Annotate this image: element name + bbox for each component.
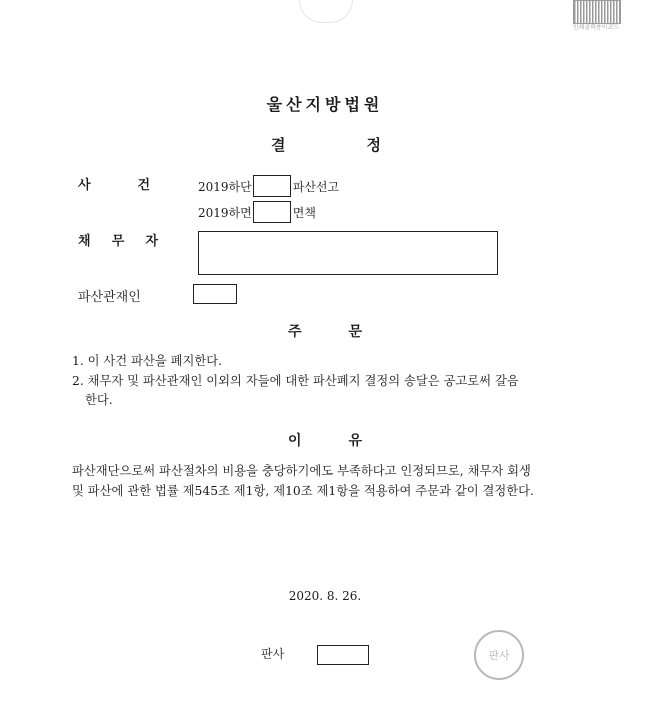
reason-text-line: 파산재단으로써 파산절차의 비용을 충당하기에도 부족하다고 인정되므로, 채무자 회생 (72, 464, 531, 478)
case-title: 파산선고 (292, 179, 340, 194)
qr-code-caption: 인쇄출력용이코드 (572, 24, 620, 31)
reason-heading-char: 유 (348, 433, 362, 449)
judge-seal-stamp (474, 630, 524, 680)
case-label (78, 174, 150, 193)
document-type-char: 결 (271, 136, 286, 154)
redacted-judge-name (317, 645, 369, 665)
document-type-char: 정 (366, 136, 381, 154)
redacted-trustee-name (193, 284, 237, 304)
order-heading-char: 주 (288, 324, 302, 340)
qr-code (573, 0, 621, 24)
debtor-label-char: 무 (111, 234, 125, 249)
order-heading (288, 321, 362, 341)
redacted-case-number (253, 175, 291, 197)
case-number-prefix: 2019하면 (198, 205, 252, 220)
case-label-char: 건 (137, 178, 150, 193)
order-item: 2. 채무자 및 파산관재인 이외의 자들에 대한 파산폐지 결정의 송달은 공고로써 갈음 (72, 374, 519, 388)
debtor-label-char: 자 (145, 234, 158, 249)
debtor-label-char: 채 (78, 234, 91, 249)
case-number-line (198, 201, 316, 223)
redacted-case-number (253, 201, 291, 223)
reason-text-line: 및 파산에 관한 법률 제545조 제1항, 제10조 제1항을 적용하여 주문과 같이 결정한다. (72, 484, 534, 498)
decision-date: 2020. 8. 26. (288, 589, 362, 603)
order-item-continuation: 한다. (85, 393, 113, 407)
redacted-debtor-info (198, 231, 498, 275)
reason-heading-char: 이 (288, 433, 302, 449)
case-title: 면책 (292, 205, 316, 220)
case-number-prefix: 2019하단 (198, 179, 252, 194)
court-name: 울산지방법원 (266, 95, 384, 114)
judge-seal-text: 판사 (488, 649, 510, 662)
reason-heading (288, 430, 362, 450)
case-label-char: 사 (78, 178, 91, 193)
judge-label: 판사 (261, 647, 285, 661)
debtor-label (78, 230, 158, 249)
order-heading-char: 문 (348, 324, 362, 340)
order-item: 1. 이 사건 파산을 폐지한다. (72, 354, 223, 368)
case-number-line (198, 175, 339, 197)
document-type (271, 134, 381, 155)
trustee-label: 파산관재인 (78, 290, 141, 305)
court-emblem (299, 0, 353, 23)
